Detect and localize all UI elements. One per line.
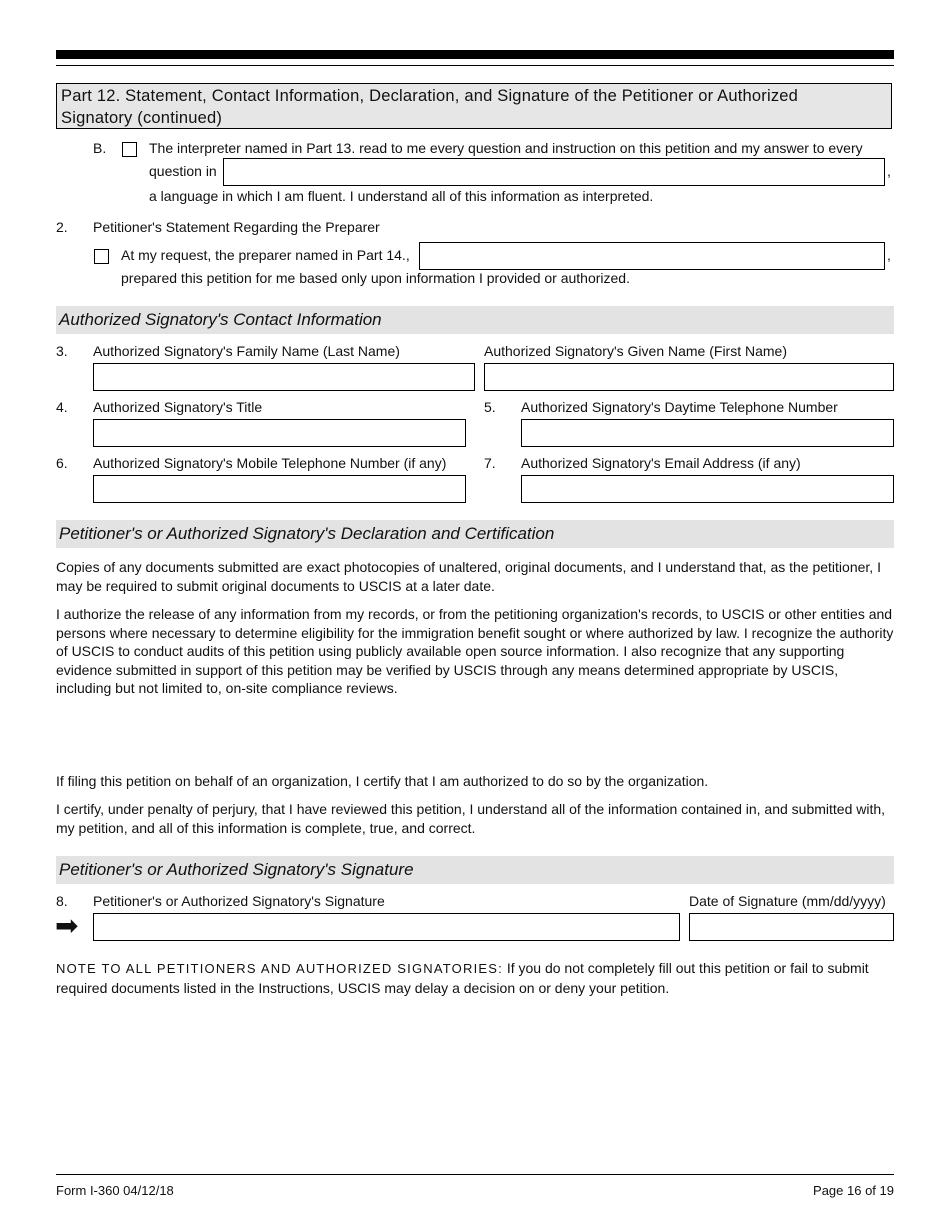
mobile-phone-field[interactable] — [93, 475, 466, 503]
date-of-signature-field[interactable] — [689, 913, 894, 941]
note-caps-label: NOTE TO ALL PETITIONERS AND AUTHORIZED SIGNATORIES: — [56, 961, 503, 976]
note-text: If you do not completely fill out this petition or fail to submit required documents listed in the Instructions, USCIS may delay a decision on or deny your petition. — [56, 960, 869, 996]
given-name-label: Authorized Signatory's Given Name (First Name) — [484, 343, 787, 359]
interpreter-checkbox[interactable] — [122, 142, 137, 157]
item-2-number: 2. — [56, 219, 68, 235]
interpreter-fluency-statement: a language in which I am fluent. I understand all of this information as interpreted. — [149, 188, 654, 204]
footer-rule — [56, 1174, 894, 1175]
date-of-signature-label: Date of Signature (mm/dd/yyyy) — [689, 893, 886, 909]
interpreter-language-field[interactable] — [223, 158, 885, 186]
question-in-label: question in — [149, 163, 217, 179]
declaration-paragraph-organization: If filing this petition on behalf of an organization, I certify that I am authorized to do so by the organization. — [56, 773, 709, 789]
comma: , — [887, 247, 891, 263]
declaration-paragraph-perjury: I certify, under penalty of perjury, that I have reviewed this petition, I understand all of the information contained in, and submitted with, my petition, and all of this information is complete, true, and correct. — [56, 801, 886, 836]
daytime-phone-label: Authorized Signatory's Daytime Telephone Number — [521, 399, 838, 415]
preparer-request-label: At my request, the preparer named in Part 14., — [121, 247, 410, 263]
comma: , — [887, 163, 891, 179]
item-7-number: 7. — [484, 455, 496, 471]
family-name-field[interactable] — [93, 363, 475, 391]
declaration-section-heading: Petitioner's or Authorized Signatory's Declaration and Certification — [56, 520, 894, 548]
part-12-header — [56, 83, 892, 129]
family-name-label: Authorized Signatory's Family Name (Last Name) — [93, 343, 400, 359]
top-rule-thin — [56, 65, 894, 66]
preparer-name-field[interactable] — [419, 242, 885, 270]
item-6-number: 6. — [56, 455, 68, 471]
given-name-field[interactable] — [484, 363, 894, 391]
daytime-phone-field[interactable] — [521, 419, 894, 447]
signature-field[interactable] — [93, 913, 680, 941]
top-rule-thick — [56, 50, 894, 59]
preparer-statement-heading: Petitioner's Statement Regarding the Preparer — [93, 219, 380, 235]
contact-info-section-heading: Authorized Signatory's Contact Information — [56, 306, 894, 334]
declaration-paragraph-authorize: I authorize the release of any information from my records, or from the petitioning organization's records, to USCIS or other entities and persons where necessary to determine eligibility for the immigration benefit sought or where authorized by law. I recognize the authority of USCIS to conduct audits of this petition using publicly available open source information. I also recognize that any supporting evidence submitted in support of this petition may be verified by USCIS through any means determined appropriate by USCIS, including but not limited to, on-site compliance reviews. — [56, 606, 894, 696]
part-title-continued: Signatory (continued) — [61, 109, 223, 127]
note-to-petitioners — [56, 959, 894, 997]
item-3-number: 3. — [56, 343, 68, 359]
part-title: Part 12. Statement, Contact Information, Declaration, and Signature of the Petitioner or Authorized — [61, 87, 799, 105]
item-8-number: 8. — [56, 893, 68, 909]
item-b-label: B. — [93, 140, 107, 156]
email-field[interactable] — [521, 475, 894, 503]
preparer-prepared-statement: prepared this petition for me based only upon information I provided or authorized. — [121, 270, 630, 286]
title-label: Authorized Signatory's Title — [93, 399, 263, 415]
preparer-checkbox[interactable] — [94, 249, 109, 264]
email-label: Authorized Signatory's Email Address (if any) — [521, 455, 801, 471]
mobile-phone-label: Authorized Signatory's Mobile Telephone Number (if any) — [93, 455, 447, 471]
page-number: Page 16 of 19 — [813, 1183, 894, 1198]
item-4-number: 4. — [56, 399, 68, 415]
title-field[interactable] — [93, 419, 466, 447]
signature-label: Petitioner's or Authorized Signatory's Signature — [93, 893, 385, 909]
declaration-paragraph-copies: Copies of any documents submitted are exact photocopies of unaltered, original documents, and I understand that, as the petitioner, I may be required to submit original documents to USCIS at a later date. — [56, 559, 881, 594]
form-id: Form I-360 04/12/18 — [56, 1183, 174, 1198]
signature-arrow-icon: ➡ — [55, 910, 79, 941]
signature-section-heading: Petitioner's or Authorized Signatory's Signature — [56, 856, 894, 884]
item-5-number: 5. — [484, 399, 496, 415]
interpreter-statement: The interpreter named in Part 13. read to me every question and instruction on this petition and my answer to every — [149, 140, 863, 156]
